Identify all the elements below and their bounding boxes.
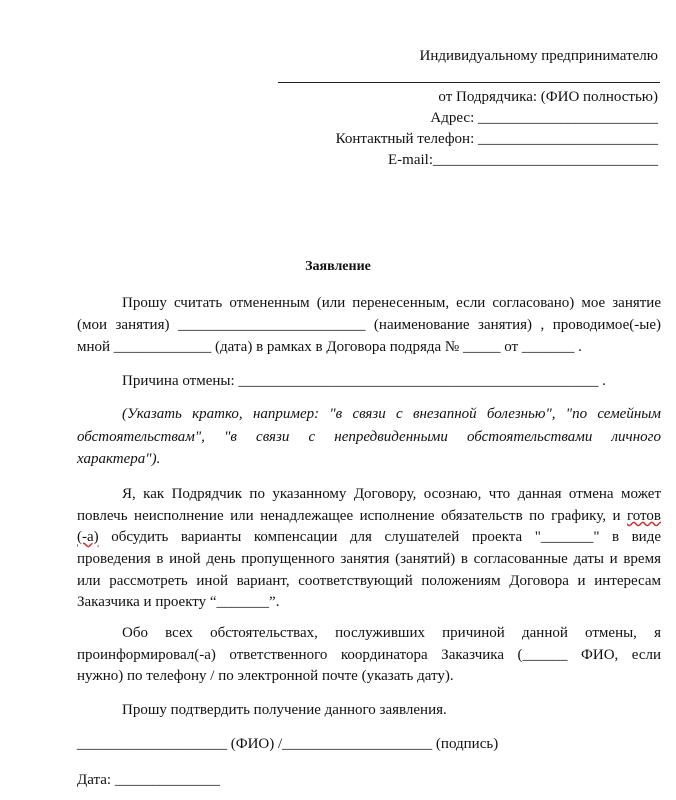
from-line: от Подрядчика: (ФИО полностью)	[438, 89, 658, 105]
hint-line: (Указать кратко, например: "в связи с внезапной болезнью", "по семейным	[122, 406, 661, 422]
signature-line: ____________________ (ФИО) /____________________ (подпись)	[77, 736, 499, 752]
spellcheck-word: готов	[626, 508, 661, 524]
paragraph2-text: обсудить варианты компенсации для слушателей проекта "_______" в виде	[111, 529, 661, 545]
date-line: Дата: ______________	[77, 772, 220, 788]
paragraph2-line: Заказчика и проекту “_______”.	[77, 594, 280, 610]
email-line: E-mail:______________________________	[388, 152, 658, 168]
paragraph1-line: Прошу считать отмененным (или перенесенным, если согласовано) мое занятие	[122, 295, 661, 311]
paragraph1-line: мной _____________ (дата) в рамках в Договора подряда № _____ от _______ .	[77, 339, 582, 355]
paragraph1-line: (мои занятия) _________________________ (наименование занятия) , проводимое(-ые)	[77, 317, 661, 333]
hint-line: характера").	[77, 451, 161, 467]
document-title: Заявление	[305, 259, 371, 274]
reason-line: Причина отмены: ________________________________________________ .	[122, 373, 606, 389]
hint-line: обстоятельствам", "в связи с непредвиденными обстоятельствами личного	[77, 429, 661, 445]
spellcheck-word: (-а)	[77, 529, 99, 545]
paragraph2-line	[77, 507, 661, 525]
recipient-name-blank	[278, 82, 660, 83]
recipient-line: Индивидуальному предпринимателю	[419, 48, 658, 64]
paragraph3-line: Обо всех обстоятельствах, послуживших причиной данной отмены, я	[122, 625, 661, 641]
paragraph2-line: Я, как Подрядчик по указанному Договору, осознаю, что данная отмена может	[122, 486, 661, 502]
address-line: Адрес: ________________________	[430, 110, 658, 126]
confirm-line: Прошу подтвердить получение данного заявления.	[122, 702, 447, 718]
paragraph2-text: повлечь неисполнение или ненадлежащее исполнение обязательств по графику, и	[77, 508, 621, 524]
paragraph2-line	[77, 528, 661, 546]
paragraph3-line: нужно) по телефону / по электронной почте (указать дату).	[77, 668, 454, 684]
paragraph3-line: проинформировал(-а) ответственного координатора Заказчика (______ ФИО, если	[77, 647, 661, 663]
paragraph2-line: или рассмотреть иной вариант, соответствующий положениям Договора и интересам	[77, 573, 661, 589]
phone-line: Контактный телефон: ________________________	[335, 131, 658, 147]
paragraph2-line: проведения в иной день пропущенного занятия (занятий) в согласованные даты и время	[77, 551, 661, 567]
